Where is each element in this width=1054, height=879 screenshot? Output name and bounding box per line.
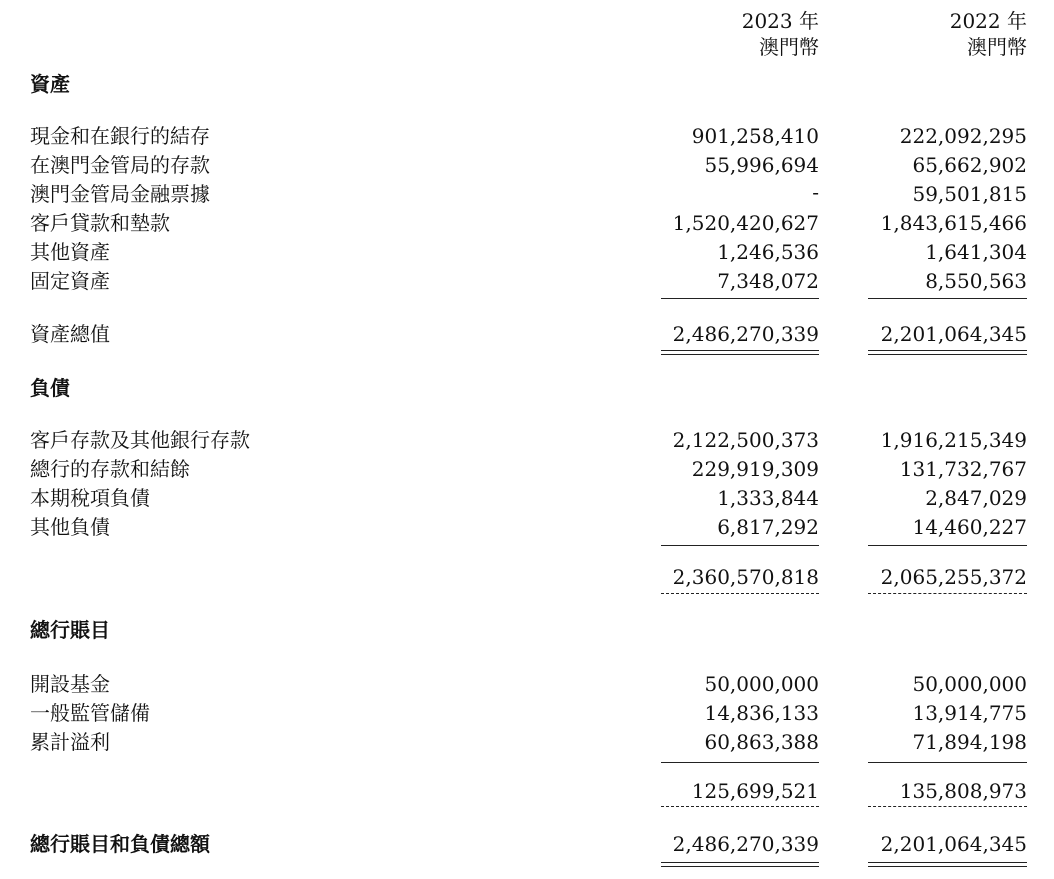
dashed-underline-2023 [661, 593, 819, 594]
column-header-2022 [950, 8, 1027, 60]
row-label: 在澳門金管局的存款 [30, 153, 210, 177]
head-office-subtotal-2023: 125,699,521 [691, 779, 819, 803]
value-2022: 1,641,304 [925, 240, 1027, 264]
grand-total-2022: 2,201,064,345 [880, 832, 1027, 856]
year-2022: 2022 年 [949, 9, 1027, 33]
section-heading-head-office: 總行賬目 [30, 618, 110, 642]
value-2023: 901,258,410 [691, 124, 819, 148]
row-label: 其他負債 [30, 515, 110, 539]
value-2022: 65,662,902 [912, 153, 1027, 177]
row-label: 澳門金管局金融票據 [30, 182, 210, 206]
row-label: 客戶存款及其他銀行存款 [30, 428, 250, 452]
grand-total-label: 總行賬目和負債總額 [30, 832, 210, 856]
underline-2022 [868, 762, 1027, 763]
value-2022: 1,916,215,349 [880, 428, 1027, 452]
value-2022: 14,460,227 [912, 515, 1027, 539]
value-2023: 1,246,536 [717, 240, 819, 264]
underline-2023 [661, 762, 819, 763]
underline-2022 [868, 545, 1027, 546]
liabilities-subtotal-2023: 2,360,570,818 [672, 565, 819, 589]
value-2023: 55,996,694 [704, 153, 819, 177]
total-assets-label: 資產總值 [30, 322, 110, 346]
liabilities-subtotal-2022: 2,065,255,372 [880, 565, 1027, 589]
dashed-underline-2022 [868, 593, 1027, 594]
double-underline-2022 [868, 350, 1027, 355]
row-label: 客戶貸款和墊款 [30, 211, 170, 235]
value-2022: 131,732,767 [899, 457, 1027, 481]
row-label: 本期稅項負債 [30, 486, 150, 510]
head-office-subtotal-2022: 135,808,973 [899, 779, 1027, 803]
double-underline-2023 [661, 350, 819, 355]
currency-2023: 澳門幣 [759, 35, 819, 59]
value-2022: 59,501,815 [912, 182, 1027, 206]
value-2023: 6,817,292 [717, 515, 819, 539]
underline-2023 [661, 298, 819, 299]
value-2022: 50,000,000 [912, 672, 1027, 696]
value-2023: 50,000,000 [704, 672, 819, 696]
row-label: 累計溢利 [30, 730, 110, 754]
dashed-underline-2022 [868, 806, 1027, 807]
column-header-2023 [742, 8, 819, 60]
total-assets-2022: 2,201,064,345 [880, 322, 1027, 346]
underline-2022 [868, 298, 1027, 299]
dashed-underline-2023 [661, 806, 819, 807]
double-underline-2022 [868, 862, 1027, 867]
value-2023: 229,919,309 [691, 457, 819, 481]
row-label: 開設基金 [30, 672, 110, 696]
section-heading-assets: 資產 [30, 72, 70, 96]
row-label: 總行的存款和結餘 [30, 457, 190, 481]
value-2023: 1,520,420,627 [672, 211, 819, 235]
row-label: 其他資產 [30, 240, 110, 264]
row-label: 現金和在銀行的結存 [30, 124, 210, 148]
grand-total-2023: 2,486,270,339 [672, 832, 819, 856]
year-2023: 2023 年 [741, 9, 819, 33]
value-2023: 1,333,844 [717, 486, 819, 510]
value-2023: 60,863,388 [704, 730, 819, 754]
total-assets-2023: 2,486,270,339 [672, 322, 819, 346]
underline-2023 [661, 545, 819, 546]
value-2023: 2,122,500,373 [672, 428, 819, 452]
value-2022: 71,894,198 [912, 730, 1027, 754]
value-2023: 14,836,133 [704, 701, 819, 725]
value-2023: 7,348,072 [717, 269, 819, 293]
value-2022: 13,914,775 [912, 701, 1027, 725]
value-2023: - [812, 180, 819, 204]
row-label: 一般監管儲備 [30, 701, 150, 725]
value-2022: 8,550,563 [925, 269, 1027, 293]
currency-2022: 澳門幣 [967, 35, 1027, 59]
section-heading-liabilities: 負債 [30, 376, 70, 400]
value-2022: 1,843,615,466 [880, 211, 1027, 235]
double-underline-2023 [661, 862, 819, 867]
value-2022: 222,092,295 [899, 124, 1027, 148]
value-2022: 2,847,029 [925, 486, 1027, 510]
row-label: 固定資產 [30, 269, 110, 293]
